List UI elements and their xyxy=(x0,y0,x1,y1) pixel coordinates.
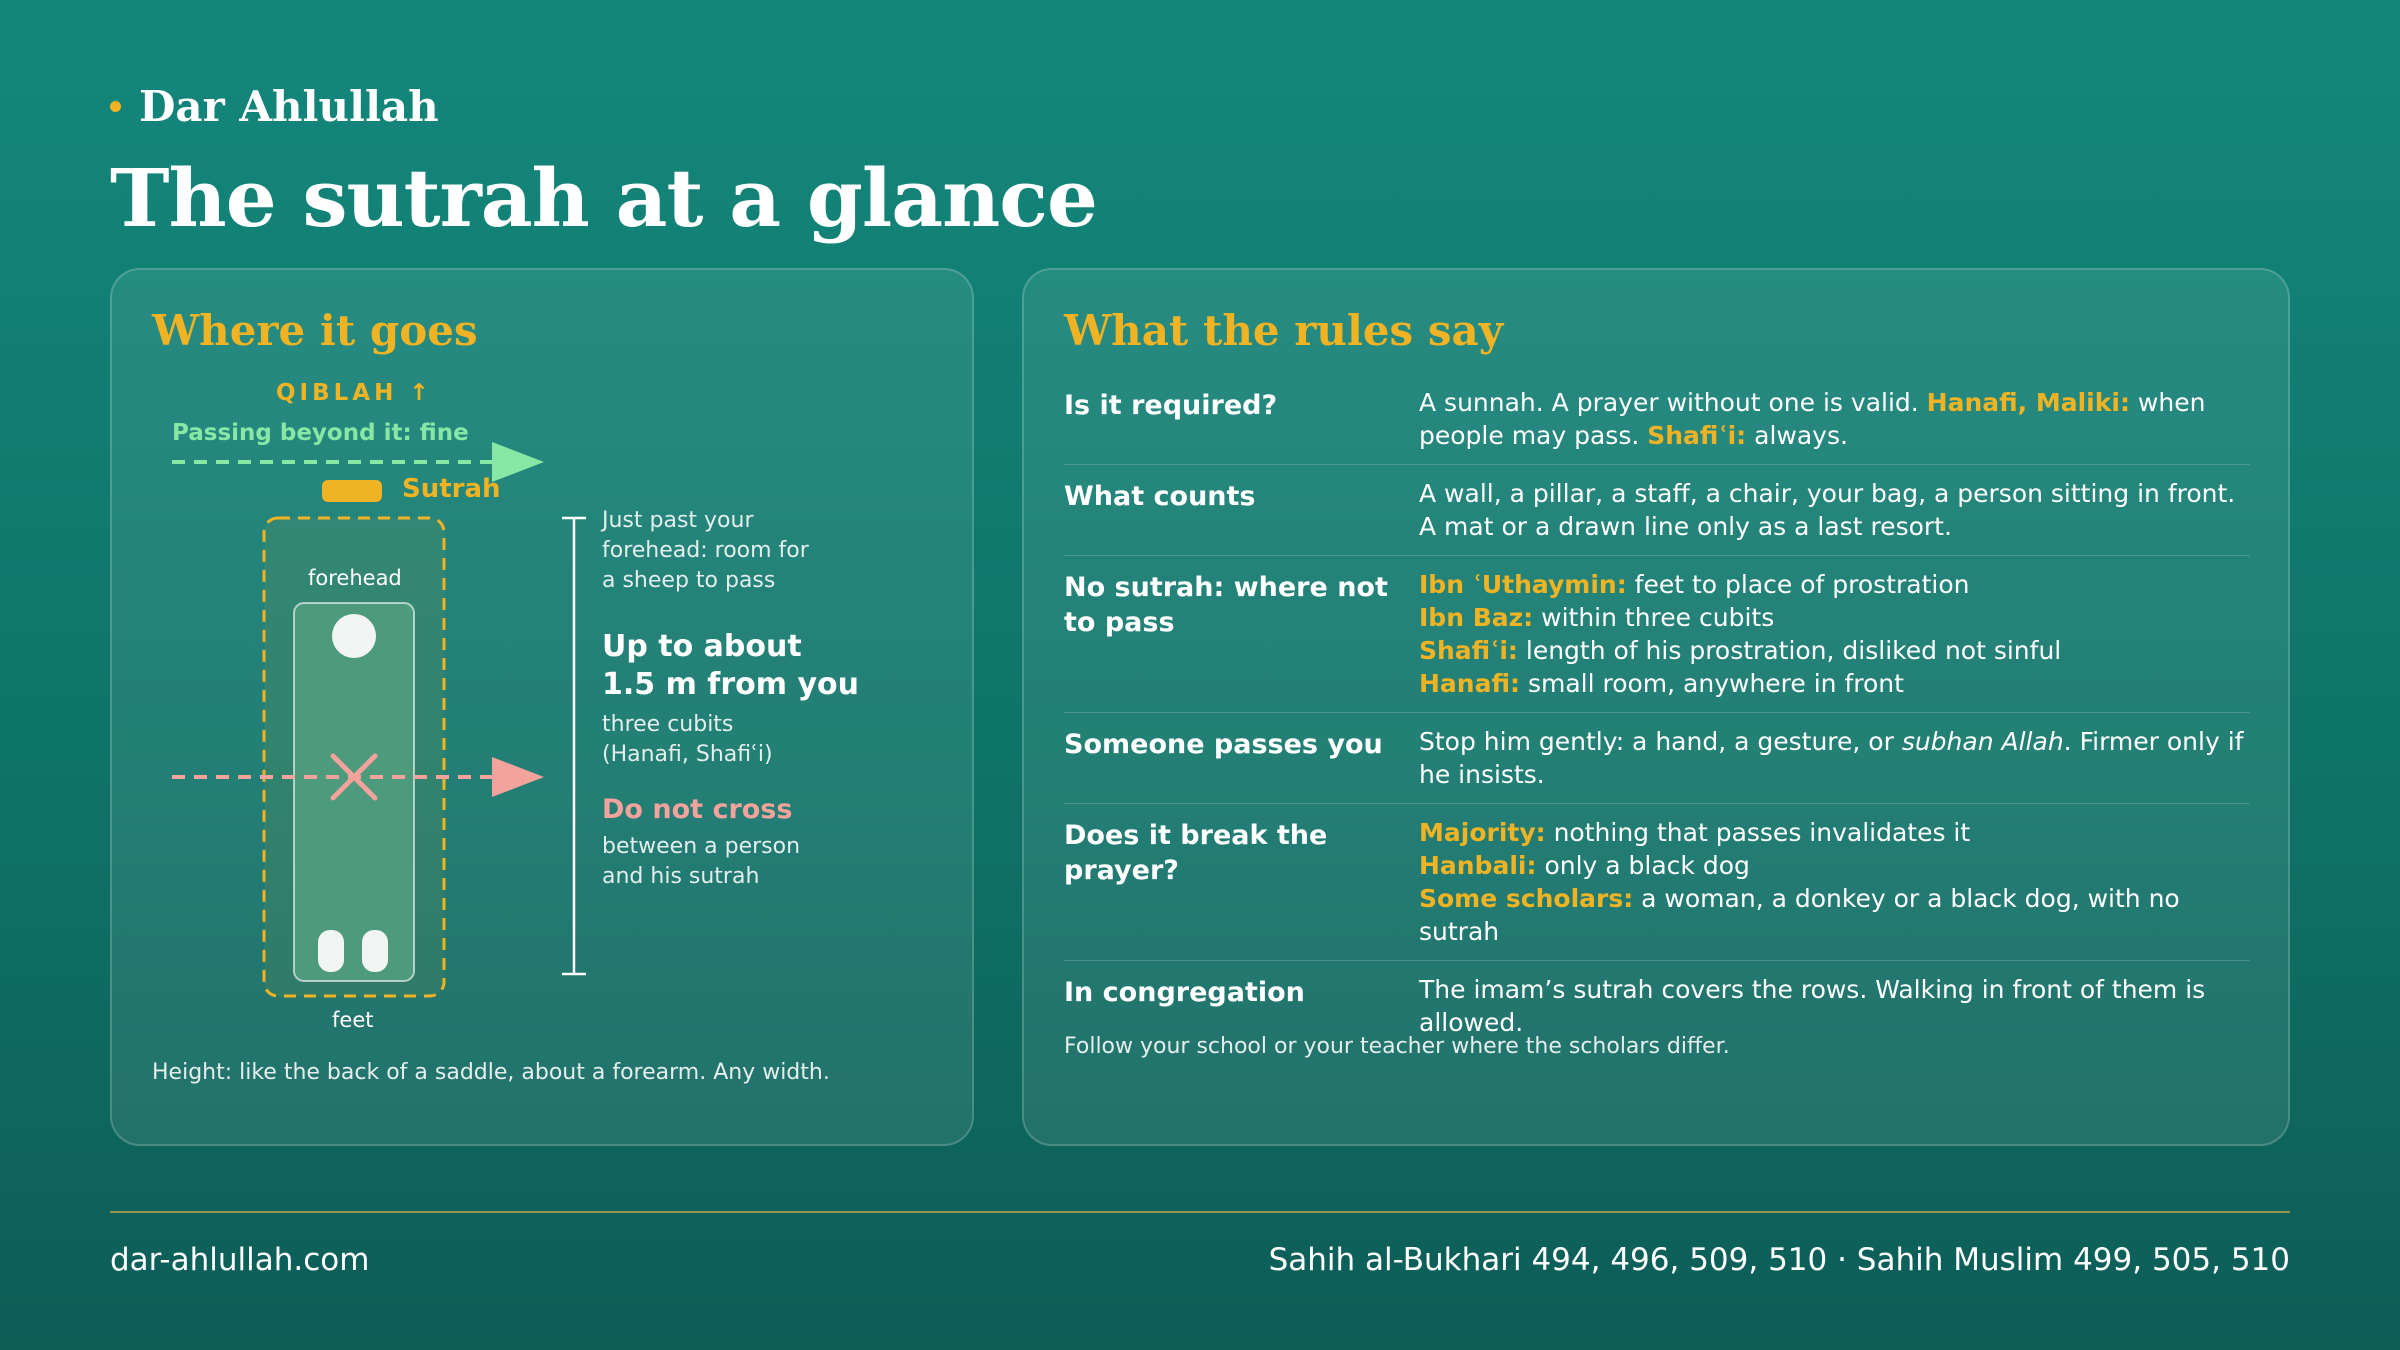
rule-answer-line xyxy=(1419,634,2250,667)
sources-label: Sahih al-Bukhari 494, 496, 509, 510 · Sahih Muslim 499, 505, 510 xyxy=(1268,1242,2290,1278)
school-name: Shafiʿi: xyxy=(1419,636,1518,665)
brand-dot xyxy=(110,101,121,112)
answer-text: nothing that passes invalidates it xyxy=(1545,818,1971,847)
rule-answer xyxy=(1419,973,2250,1039)
school-name: Ibn ʿUthaymin: xyxy=(1419,570,1627,599)
rule-question: What counts xyxy=(1064,481,1256,512)
foot-right-icon xyxy=(362,930,388,972)
school-name: Hanafi: xyxy=(1419,669,1520,698)
height-note: Height: like the back of a saddle, about a forearm. Any width. xyxy=(152,1060,830,1085)
answer-text: only a black dog xyxy=(1536,851,1750,880)
no-cross-arrow-icon xyxy=(492,757,544,797)
distance-note: Just past your forehead: room for a sheep to pass xyxy=(602,508,809,593)
rule-answer-line xyxy=(1419,568,2250,601)
answer-text: Stop him gently: a hand, a gesture, or xyxy=(1419,727,1902,756)
rule-answer xyxy=(1419,386,2250,452)
answer-text: A wall, a pillar, a staff, a chair, your bag, a person sitting in front. A mat or a drawn line only as a last resort. xyxy=(1419,479,2236,541)
school-name: Majority: xyxy=(1419,818,1546,847)
brand-name: Dar Ahlullah xyxy=(139,82,439,131)
answer-text: when people may pass. xyxy=(1419,388,2206,450)
school-name: Ibn Baz: xyxy=(1419,603,1534,632)
answer-text: The imam’s sutrah covers the rows. Walking in front of them is allowed. xyxy=(1419,975,2206,1037)
do-not-cross-title: Do not cross xyxy=(602,794,793,825)
head-icon xyxy=(332,614,376,658)
rule-answer xyxy=(1419,725,2250,791)
rule-row xyxy=(1064,804,2250,961)
rule-answer-line xyxy=(1419,725,2250,791)
rule-answer xyxy=(1419,477,2250,543)
feet-label: feet xyxy=(332,1008,374,1032)
distance-sub: three cubits (Hanafi, Shafiʿi) xyxy=(602,712,773,767)
rule-row xyxy=(1064,556,2250,713)
rule-row xyxy=(1064,713,2250,804)
do-not-cross-sub: between a person and his sutrah xyxy=(602,834,801,889)
rule-answer-line xyxy=(1419,477,2250,543)
answer-text: length of his prostration, disliked not sinful xyxy=(1517,636,2062,665)
qiblah-label: QIBLAH ↑ xyxy=(276,380,433,406)
rule-answer-line xyxy=(1419,882,2250,948)
rule-question: Does it break the prayer? xyxy=(1064,820,1328,886)
italic-phrase: subhan Allah xyxy=(1901,727,2064,756)
rule-answer-line xyxy=(1419,973,2250,1039)
rule-answer-line xyxy=(1419,667,2250,700)
rule-row xyxy=(1064,465,2250,556)
sutrah-label: Sutrah xyxy=(402,474,501,504)
rule-answer-line xyxy=(1419,816,2250,849)
school-name: Hanbali: xyxy=(1419,851,1537,880)
rule-answer-line xyxy=(1419,601,2250,634)
rule-answer-line xyxy=(1419,849,2250,882)
rules-table xyxy=(1064,374,2250,1051)
pass-beyond-label: Passing beyond it: fine xyxy=(172,420,469,446)
rule-question: Is it required? xyxy=(1064,390,1278,421)
website-label: dar-ahlullah.com xyxy=(110,1242,370,1278)
rule-question: Someone passes you xyxy=(1064,729,1383,760)
rules-title: What the rules say xyxy=(1064,306,1504,355)
forehead-label: forehead xyxy=(308,566,402,590)
school-name: Some scholars: xyxy=(1419,884,1634,913)
answer-text: small room, anywhere in front xyxy=(1520,669,1904,698)
rule-question: No sutrah: where not to pass xyxy=(1064,572,1388,638)
sutrah-diagram xyxy=(112,270,976,1148)
rule-question: In congregation xyxy=(1064,977,1305,1008)
answer-text: a woman, a donkey or a black dog, with no sutrah xyxy=(1419,884,2180,946)
foot-left-icon xyxy=(318,930,344,972)
rules-panel xyxy=(1022,268,2290,1146)
sutrah-marker xyxy=(322,480,382,502)
brand xyxy=(110,82,439,131)
prayer-mat xyxy=(294,603,414,981)
answer-text: A sunnah. A prayer without one is valid. xyxy=(1419,388,1927,417)
distance-main: Up to about 1.5 m from you xyxy=(602,629,859,702)
footer-divider xyxy=(110,1211,2290,1213)
where-it-goes-title: Where it goes xyxy=(152,306,478,355)
answer-text: always. xyxy=(1746,421,1848,450)
answer-text: . Firmer only if he insists. xyxy=(1419,727,2244,789)
rule-row xyxy=(1064,374,2250,465)
rule-answer-line xyxy=(1419,386,2250,452)
school-name: Hanafi, Maliki: xyxy=(1926,388,2130,417)
answer-text: feet to place of prostration xyxy=(1626,570,1970,599)
where-it-goes-panel xyxy=(110,268,974,1146)
page-title: The sutrah at a glance xyxy=(110,151,1097,245)
answer-text: within three cubits xyxy=(1533,603,1775,632)
rules-footnote: Follow your school or your teacher where the scholars differ. xyxy=(1064,1034,1730,1059)
rule-answer xyxy=(1419,816,2250,948)
rule-answer xyxy=(1419,568,2250,700)
school-name: Shafiʿi: xyxy=(1647,421,1747,450)
